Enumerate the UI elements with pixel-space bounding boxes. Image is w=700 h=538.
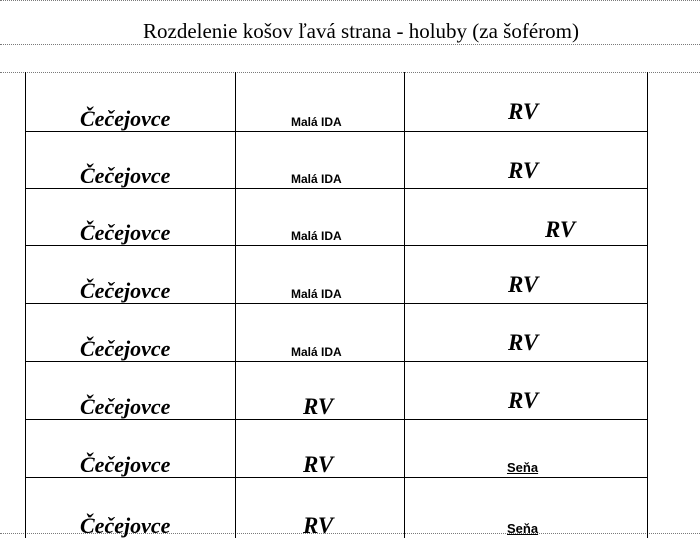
page-title [0, 18, 700, 44]
cell-rv: RV [508, 388, 539, 413]
cell-rv: RV [508, 272, 539, 297]
cell-city: Čečejovce [80, 220, 171, 245]
table-divider-2 [404, 72, 405, 538]
page-title-text: Rozdelenie košov ľavá strana - holuby (za šoférom) [143, 19, 579, 43]
cell-rv: RV [303, 513, 334, 538]
cell-city: Čečejovce [80, 336, 171, 361]
cell-mala-ida: Malá IDA [291, 287, 342, 301]
cell-city: Čečejovce [80, 106, 171, 131]
row-separator [25, 419, 647, 420]
table-border-right [647, 72, 648, 538]
table-divider-1 [235, 72, 236, 538]
table-top-dotted-rule [0, 72, 700, 73]
cell-mala-ida: Malá IDA [291, 115, 342, 129]
cell-city: Čečejovce [80, 163, 171, 188]
title-dotted-rule [0, 44, 700, 45]
cell-rv: RV [508, 158, 539, 183]
row-separator [25, 361, 647, 362]
cell-city: Čečejovce [80, 394, 171, 419]
cell-rv: RV [303, 452, 334, 477]
cell-city: Čečejovce [80, 513, 171, 538]
cell-rv: RV [508, 330, 539, 355]
row-separator [25, 245, 647, 246]
top-dotted-rule [0, 0, 700, 1]
cell-sena: Seňa [507, 460, 539, 475]
row-separator [25, 188, 647, 189]
cell-mala-ida: Malá IDA [291, 229, 342, 243]
table-border-left [25, 72, 26, 538]
cell-city: Čečejovce [80, 452, 171, 477]
cell-rv: RV [303, 394, 334, 419]
cell-rv: RV [545, 217, 576, 242]
cell-city: Čečejovce [80, 278, 171, 303]
row-separator [25, 477, 647, 478]
cell-mala-ida: Malá IDA [291, 172, 342, 186]
row-separator [25, 131, 647, 132]
cell-sena: Seňa [507, 521, 539, 536]
cell-mala-ida: Malá IDA [291, 345, 342, 359]
cell-rv: RV [508, 99, 539, 124]
row-separator [25, 303, 647, 304]
